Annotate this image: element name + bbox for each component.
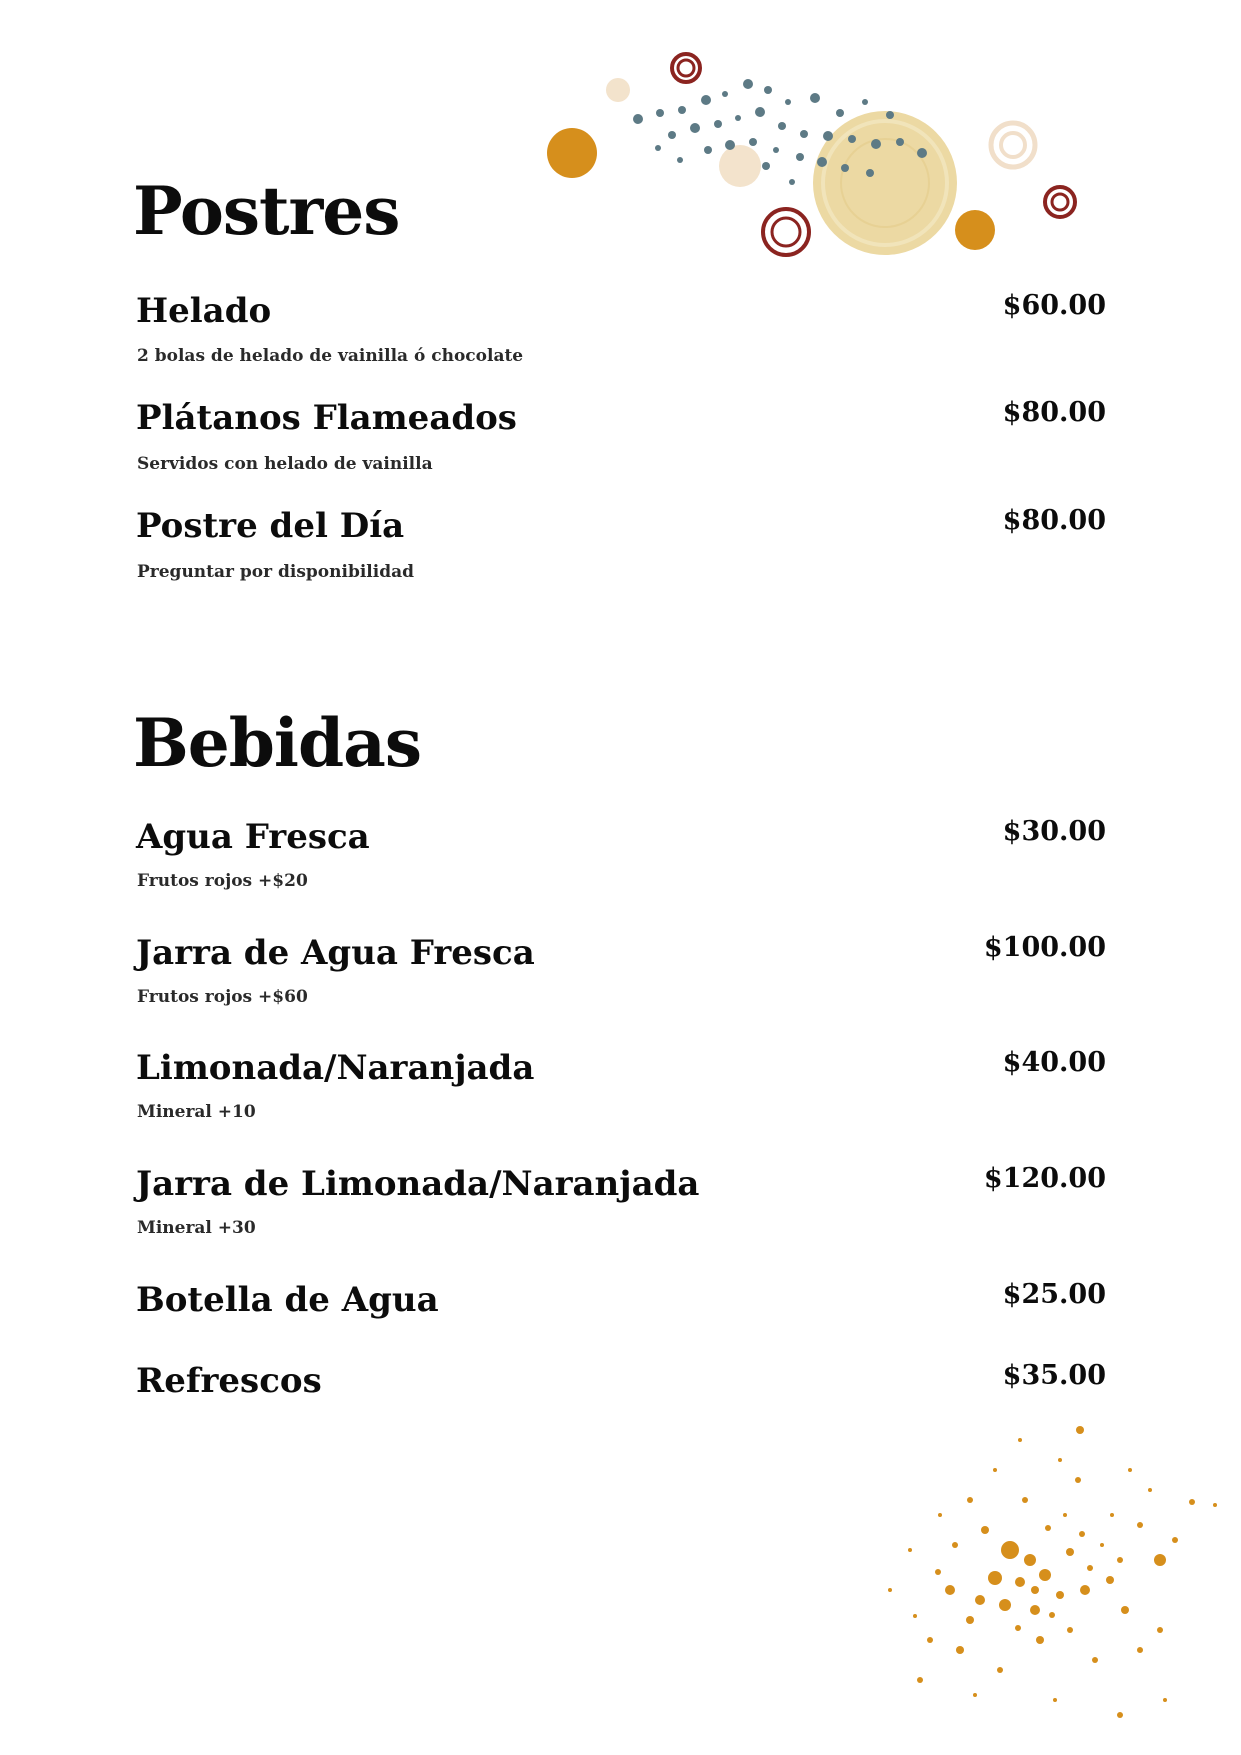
section-title-postres: Postres <box>133 172 400 250</box>
item-name: Agua Fresca <box>136 817 370 857</box>
item-price: $80.00 <box>1002 505 1106 536</box>
item-name: Jarra de Limonada/Naranjada <box>136 1164 700 1204</box>
item-price: $30.00 <box>1002 816 1106 847</box>
cream-circle-decoration <box>813 111 957 255</box>
item-description: Frutos rojos +$60 <box>137 987 308 1007</box>
item-name: Refrescos <box>136 1361 322 1401</box>
item-name: Plátanos Flameados <box>136 398 517 438</box>
item-price: $40.00 <box>1002 1047 1106 1078</box>
item-description: Frutos rojos +$20 <box>137 871 308 891</box>
item-description: 2 bolas de helado de vainilla ó chocolate <box>137 346 524 366</box>
item-description: Preguntar por disponibilidad <box>137 562 415 582</box>
decorative-circles-graphic <box>540 40 1100 300</box>
item-price: $25.00 <box>1002 1279 1106 1310</box>
item-price: $120.00 <box>983 1163 1106 1194</box>
red-ring-decoration <box>672 54 700 82</box>
item-price: $60.00 <box>1002 290 1106 321</box>
item-name: Limonada/Naranjada <box>136 1048 535 1088</box>
item-description: Mineral +10 <box>137 1102 256 1122</box>
item-name: Postre del Día <box>136 506 405 546</box>
item-name: Jarra de Agua Fresca <box>136 933 535 973</box>
item-price: $80.00 <box>1002 397 1106 428</box>
item-description: Mineral +30 <box>137 1218 256 1238</box>
section-title-bebidas: Bebidas <box>133 704 422 782</box>
item-price: $100.00 <box>983 932 1106 963</box>
mustard-dot-decoration <box>547 128 597 178</box>
paint-splatter-graphic <box>820 1320 1241 1755</box>
item-description: Servidos con helado de vainilla <box>137 454 433 474</box>
item-name: Helado <box>136 291 272 331</box>
item-name: Botella de Agua <box>136 1280 439 1320</box>
item-price: $35.00 <box>1002 1360 1106 1391</box>
